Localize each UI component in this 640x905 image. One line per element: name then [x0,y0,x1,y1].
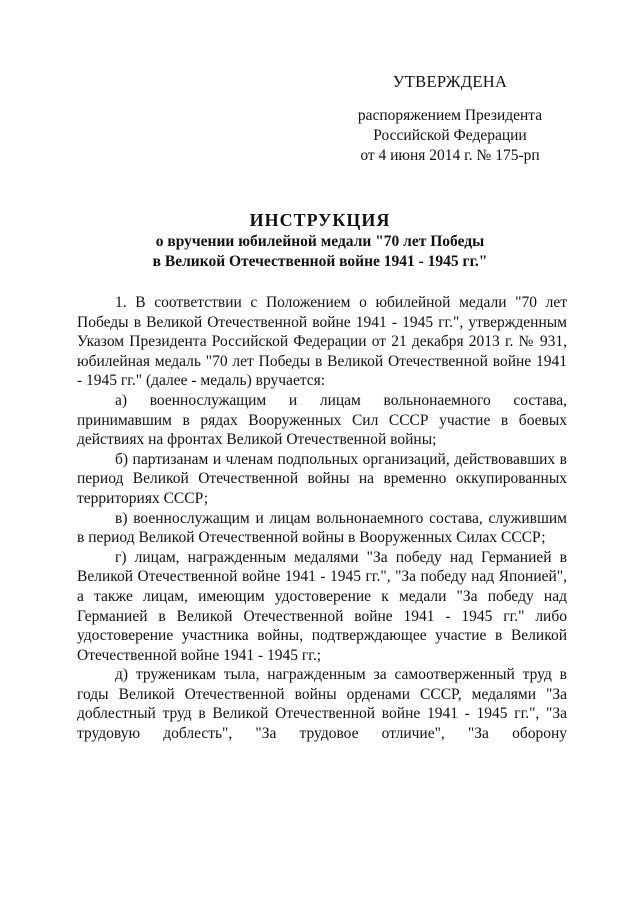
item-d: д) труженикам тыла, награжденным за самоотверженный труд в годы Великой Отечественной войны орденами СССР, медалями "За доблестный труд в Великой Отечественной войне 1941 - 1945 гг.", "За трудовую доблесть", "За трудовое отличие", "За оборону [77,666,567,743]
title-line-2: в Великой Отечественной войне 1941 - 1945 гг." [152,253,488,270]
item-a: а) военнослужащим и лицам вольнонаемного состава, принимавшим в рядах Вооруженных Сил СССР участие в боевых действиях на фронтах Великой Отечественной войны; [77,391,567,449]
paragraph-1: 1. В соответствии с Положением о юбилейной медали "70 лет Победы в Великой Отечественной войне 1941 - 1945 гг.", утвержденным Указом Президента Российской Федерации от 21 декабря 2013 г. № 931, юбилейная медаль "70 лет Победы в Великой Отечественной войне 1941 - 1945 гг." (далее - медаль) вручается: [77,294,567,390]
document-body [77,293,567,744]
approval-line-1: распоряжением Президента [357,107,543,124]
approval-line-2: Российской Федерации [373,127,527,144]
approval-heading: УТВЕРЖДЕНА [392,72,508,91]
item-v: в) военнослужащим и лицам вольнонаемного состава, служившим в период Великой Отечественной войны в Вооруженных Силах СССР; [77,509,567,547]
item-g: г) лицам, награжденным медалями "За победу над Германией в Великой Отечественной войне 1941 - 1945 гг.", "За победу над Японией", а также лицам, имеющим удостоверение к медали "За победу над Германией в Великой Отечественной войне 1941 - 1945 гг." либо удостоверение участника войны, подтверждающее участие в Великой Отечественной войне 1941 - 1945 гг.; [77,548,567,664]
approval-block [340,72,560,166]
item-b: б) партизанам и членам подпольных организаций, действовавших в период Великой Отечественной войны на временно оккупированных территориях СССР; [77,450,567,507]
title-line-1: о вручении юбилейной медали "70 лет Победы [155,233,485,250]
title-main: ИНСТРУКЦИЯ [249,210,391,230]
approval-line-3: от 4 июня 2014 г. № 175-рп [360,147,540,164]
document-title [60,208,580,272]
